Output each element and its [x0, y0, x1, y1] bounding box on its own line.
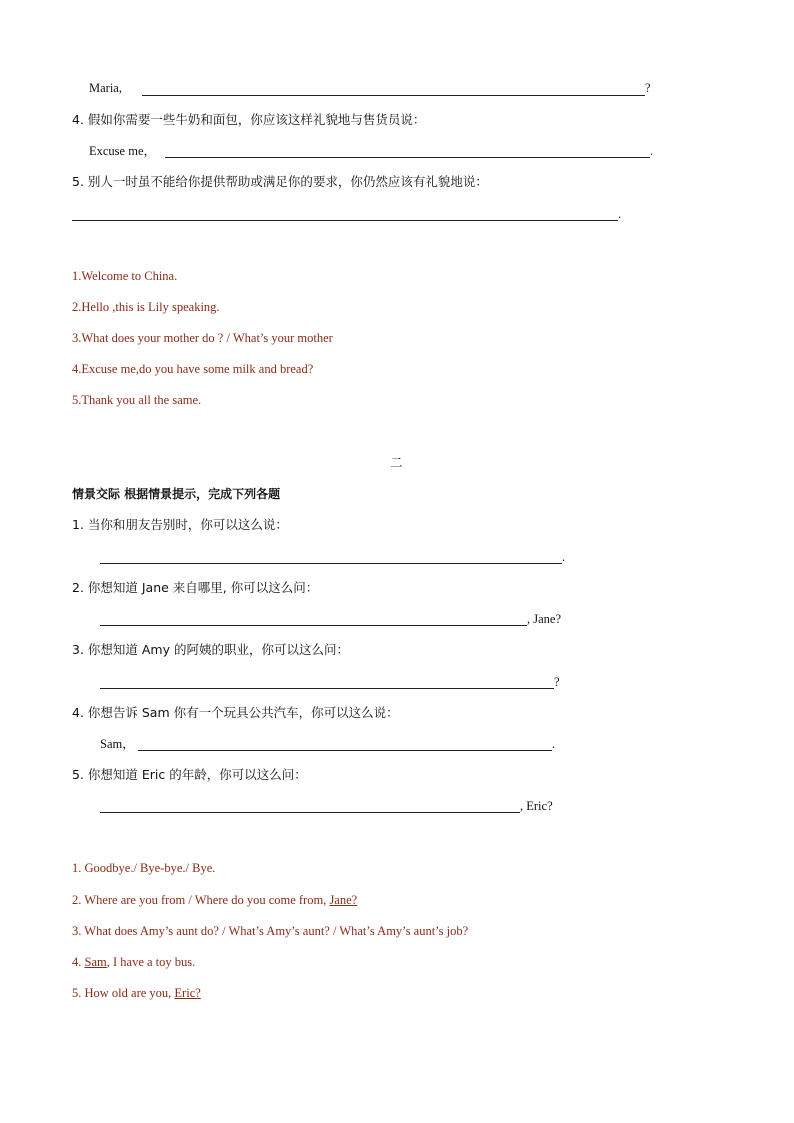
s2-q1-answer-blank[interactable]	[100, 563, 562, 564]
s2-q4-answer-blank[interactable]	[138, 750, 552, 751]
answer-2-4-rest: , I have a toy bus.	[106, 955, 196, 969]
q3-prefix: Maria,	[89, 81, 122, 95]
s2-q5-suffix: , Eric?	[520, 799, 553, 813]
answer-1-2: 2.Hello ,this is Lily speaking.	[72, 300, 220, 314]
answer-2-1: 1. Goodbye./ Bye-bye./ Bye.	[72, 861, 216, 875]
s2-q5-answer-blank[interactable]	[100, 812, 520, 813]
s2-q4-prompt: 4. 你想告诉 Sam 你有一个玩具公共汽车，你可以这么说：	[72, 705, 399, 720]
answer-2-4-pre: 4.	[72, 955, 85, 969]
s2-q4-suffix: .	[552, 737, 556, 751]
s2-q1-suffix: .	[562, 550, 566, 564]
answer-1-4: 4.Excuse me,do you have some milk and bread?	[72, 362, 314, 376]
q5-answer-blank[interactable]	[72, 220, 618, 221]
answer-1-3: 3.What does your mother do ? / What’s your mother	[72, 331, 333, 345]
s2-q1-prompt: 1. 当你和朋友告别时，你可以这么说：	[72, 517, 288, 532]
answer-1-5: 5.Thank you all the same.	[72, 393, 202, 407]
s2-q3-suffix: ?	[554, 675, 560, 689]
answer-2-5	[72, 985, 201, 1001]
section-number: 二	[390, 455, 403, 470]
s2-q5-prompt: 5. 你想知道 Eric 的年龄，你可以这么问：	[72, 767, 307, 782]
s2-q2-prompt: 2. 你想知道 Jane 来自哪里, 你可以这么问：	[72, 580, 319, 595]
q5-suffix: .	[618, 207, 622, 221]
answer-2-2	[72, 892, 357, 908]
q4-prompt: 4. 假如你需要一些牛奶和面包，你应该这样礼貌地与售货员说：	[72, 112, 426, 127]
answer-2-3: 3. What does Amy’s aunt do? / What’s Amy’s aunt? / What’s Amy’s aunt’s job?	[72, 924, 469, 938]
answer-2-2-main: 2. Where are you from / Where do you come from,	[72, 893, 330, 907]
answer-2-4	[72, 954, 195, 970]
s2-q3-answer-blank[interactable]	[100, 688, 554, 689]
answer-2-5-name: Eric?	[174, 986, 201, 1000]
q4-answer-blank[interactable]	[165, 157, 650, 158]
answer-2-2-name: Jane?	[329, 893, 358, 907]
q4-prefix: Excuse me，	[89, 144, 156, 158]
answer-2-4-name: Sam	[84, 955, 107, 969]
s2-q2-suffix: , Jane?	[527, 612, 562, 626]
s2-q2-answer-blank[interactable]	[100, 625, 527, 626]
section-heading: 情景交际 根据情景提示，完成下列各题	[72, 487, 281, 501]
s2-q3-prompt: 3. 你想知道 Amy 的阿姨的职业，你可以这么问：	[72, 642, 349, 657]
q3-answer-blank[interactable]	[142, 95, 645, 96]
answer-2-5-main: 5. How old are you,	[72, 986, 175, 1000]
answer-1-1: 1.Welcome to China.	[72, 269, 178, 283]
s2-q4-prefix: Sam，	[100, 737, 135, 751]
q3-suffix: ?	[645, 81, 651, 95]
q5-prompt: 5. 别人一时虽不能给你提供帮助或满足你的要求，你仍然应该有礼貌地说：	[72, 174, 488, 189]
q4-suffix: .	[650, 144, 654, 158]
